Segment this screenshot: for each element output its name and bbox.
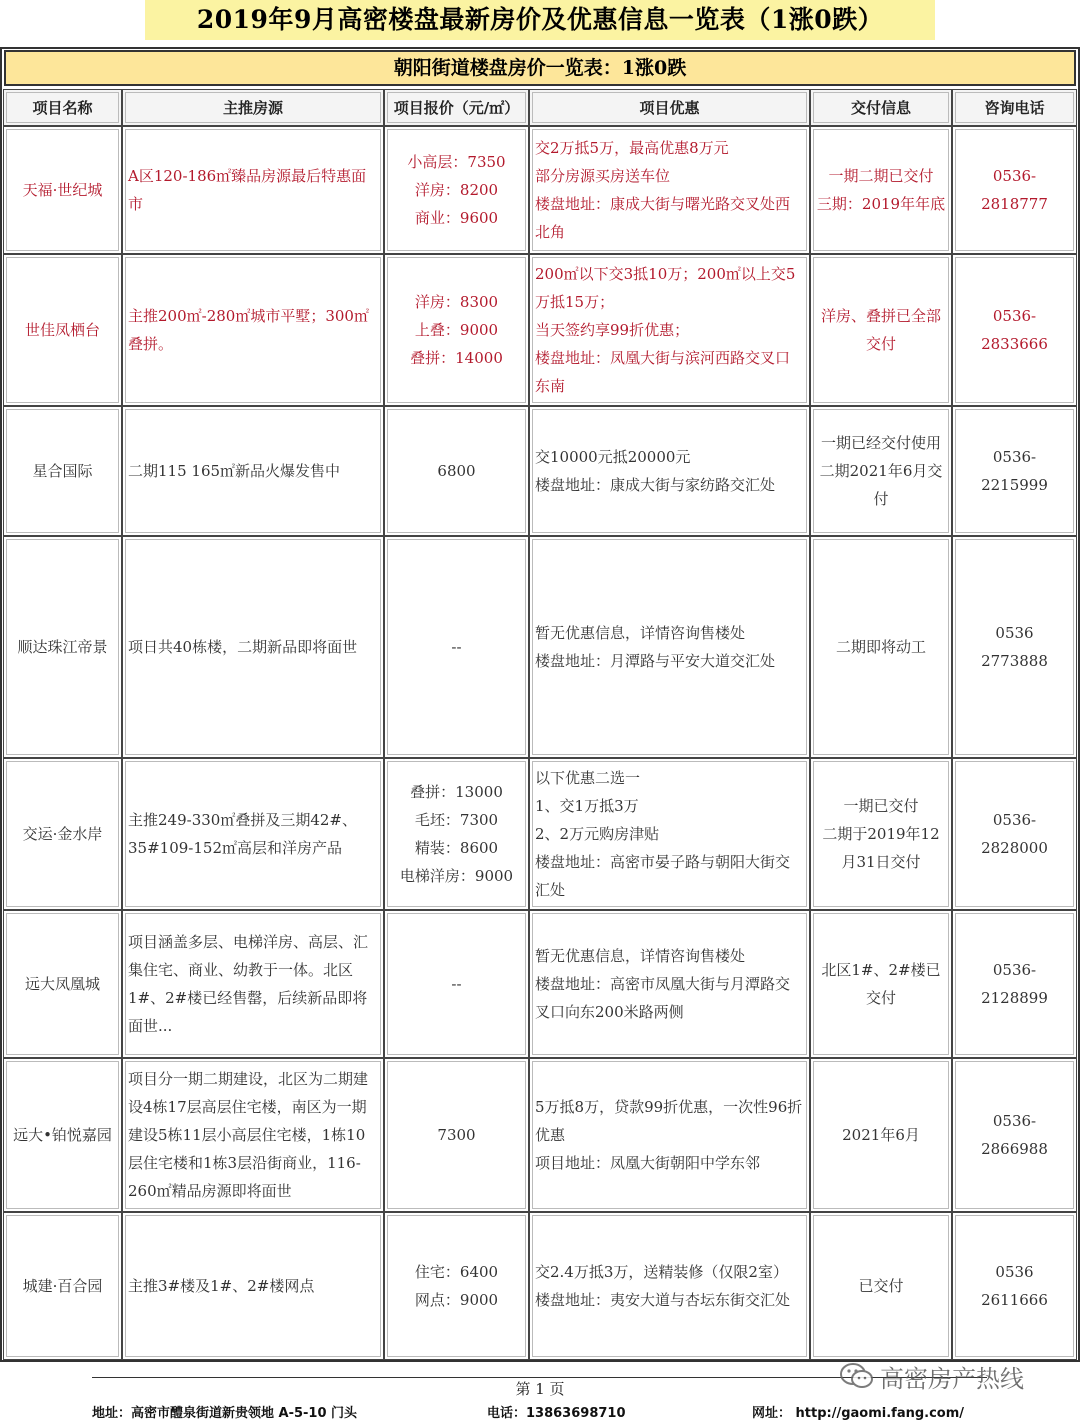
promotion-cell-line: 部分房源买房送车位 bbox=[535, 167, 671, 185]
footer-website[interactable]: 网址： http://gaomi.fang.com/ bbox=[752, 1406, 965, 1421]
delivery-cell bbox=[810, 758, 952, 910]
price-cell-line: 洋房：8300 bbox=[414, 293, 499, 311]
header-promotion: 项目优惠 bbox=[529, 89, 810, 126]
main-source-cell: 主推249-330㎡叠拼及三期42#、35#109-152㎡高层和洋房产品 bbox=[122, 758, 384, 910]
promotion-cell-line: 项目地址：凤凰大街朝阳中学东邻 bbox=[535, 1154, 761, 1172]
main-source-cell: 主推200㎡-280㎡城市平墅；300㎡叠拼。 bbox=[122, 254, 384, 406]
table-row bbox=[3, 758, 1077, 910]
phone-cell-line: 2611666 bbox=[981, 1291, 1048, 1309]
promotion-cell-line: 2、2万元购房津贴 bbox=[535, 825, 660, 843]
delivery-cell bbox=[810, 406, 952, 536]
promotion-cell bbox=[529, 1058, 810, 1212]
promotion-cell-line: 楼盘地址：高密市凤凰大街与月潭路交叉口向东200米路两侧 bbox=[535, 975, 791, 1021]
section-title: 朝阳街道楼盘房价一览表：1涨0跌 bbox=[4, 50, 1076, 86]
promotion-cell bbox=[529, 126, 810, 254]
project-name-cell: 交运·金水岸 bbox=[3, 758, 122, 910]
price-cell bbox=[384, 536, 529, 758]
promotion-cell-line: 以下优惠二选一 bbox=[535, 769, 641, 787]
price-cell-line: 上叠：9000 bbox=[414, 321, 499, 339]
project-name-cell: 星合国际 bbox=[3, 406, 122, 536]
price-cell-line: 网点：9000 bbox=[414, 1291, 499, 1309]
promotion-cell-line: 暂无优惠信息，详情咨询售楼处 bbox=[535, 624, 746, 642]
price-cell bbox=[384, 126, 529, 254]
header-main-source: 主推房源 bbox=[122, 89, 384, 126]
table-row bbox=[3, 1058, 1077, 1212]
promotion-cell-line: 楼盘地址：康成大街与曙光路交叉处西北角 bbox=[535, 195, 791, 241]
promotion-cell bbox=[529, 536, 810, 758]
main-source-cell: 项日共40栋楼，二期新品即将面世 bbox=[122, 536, 384, 758]
delivery-cell-line: 北区1#、2#楼已交付 bbox=[821, 961, 941, 1007]
delivery-cell-line: 2021年6月 bbox=[842, 1126, 920, 1144]
price-table bbox=[3, 89, 1077, 1360]
price-cell-line: -- bbox=[451, 975, 462, 993]
price-cell-line: 住宅：6400 bbox=[414, 1263, 499, 1281]
phone-cell-line: 2818777 bbox=[981, 195, 1048, 213]
promotion-cell bbox=[529, 910, 810, 1058]
phone-cell-line: 2833666 bbox=[981, 335, 1048, 353]
delivery-cell bbox=[810, 126, 952, 254]
promotion-cell-line: 交2万抵5万，最高优惠8万元 bbox=[535, 139, 729, 157]
project-name-cell: 世佳凤栖台 bbox=[3, 254, 122, 406]
delivery-cell-line: 一期已经交付使用 bbox=[820, 434, 941, 452]
table-row bbox=[3, 910, 1077, 1058]
phone-cell bbox=[952, 1212, 1077, 1360]
delivery-cell-line: 二期即将动工 bbox=[835, 638, 926, 656]
promotion-cell bbox=[529, 254, 810, 406]
delivery-cell-line: 洋房、叠拼已全部交付 bbox=[820, 307, 941, 353]
phone-cell-line: 2773888 bbox=[981, 652, 1048, 670]
phone-cell bbox=[952, 1058, 1077, 1212]
project-name-cell: 天福·世纪城 bbox=[3, 126, 122, 254]
price-cell-line: 洋房：8200 bbox=[414, 181, 499, 199]
phone-cell-line: 0536- bbox=[992, 1112, 1037, 1130]
table-header-row bbox=[3, 89, 1077, 126]
table-row bbox=[3, 126, 1077, 254]
delivery-cell bbox=[810, 536, 952, 758]
promotion-cell-line: 楼盘地址：凤凰大街与滨河西路交叉口东南 bbox=[535, 349, 791, 395]
table-row bbox=[3, 254, 1077, 406]
promotion-cell bbox=[529, 1212, 810, 1360]
promotion-cell-line: 交2.4万抵3万，送精装修（仅限2室） bbox=[535, 1263, 788, 1281]
delivery-cell-line: 三期：2019年年底 bbox=[816, 195, 946, 213]
phone-cell-line: 0536- bbox=[992, 961, 1037, 979]
delivery-cell bbox=[810, 910, 952, 1058]
main-source-cell: A区120-186㎡臻品房源最后特惠面市 bbox=[122, 126, 384, 254]
phone-cell-line: 2866988 bbox=[981, 1140, 1048, 1158]
promotion-cell-line: 楼盘地址：高密市晏子路与朝阳大街交汇处 bbox=[535, 853, 791, 899]
promotion-cell-line: 1、交1万抵3万 bbox=[535, 797, 639, 815]
price-cell bbox=[384, 1058, 529, 1212]
price-cell-line: 小高层：7350 bbox=[407, 153, 506, 171]
price-cell bbox=[384, 910, 529, 1058]
phone-cell-line: 0536 bbox=[995, 624, 1034, 642]
header-price: 项目报价（元/㎡） bbox=[384, 89, 529, 126]
price-cell-line: 毛坯：7300 bbox=[414, 811, 499, 829]
delivery-cell bbox=[810, 1058, 952, 1212]
main-source-cell: 二期115 165㎡新品火爆发售中 bbox=[122, 406, 384, 536]
watermark-text: 高密房产热线 bbox=[880, 1364, 1024, 1393]
promotion-cell bbox=[529, 406, 810, 536]
price-cell bbox=[384, 254, 529, 406]
price-cell bbox=[384, 1212, 529, 1360]
phone-cell-line: 2215999 bbox=[981, 476, 1048, 494]
phone-cell bbox=[952, 758, 1077, 910]
phone-cell-line: 0536- bbox=[992, 307, 1037, 325]
promotion-cell-line: 楼盘地址：康成大街与家纺路交汇处 bbox=[535, 476, 776, 494]
phone-cell bbox=[952, 254, 1077, 406]
delivery-cell-line: 已交付 bbox=[858, 1277, 904, 1295]
price-cell-line: 商业：9600 bbox=[414, 209, 499, 227]
price-cell-line: 叠拼：13000 bbox=[410, 783, 503, 801]
phone-cell-line: 2128899 bbox=[981, 989, 1048, 1007]
project-name-cell: 远大凤凰城 bbox=[3, 910, 122, 1058]
header-project-name: 项目名称 bbox=[3, 89, 122, 126]
delivery-cell-line: 一期已交付 bbox=[843, 797, 919, 815]
price-cell bbox=[384, 406, 529, 536]
delivery-cell-line: 一期二期已交付 bbox=[828, 167, 934, 185]
main-source-cell: 主推3#楼及1#、2#楼网点 bbox=[122, 1212, 384, 1360]
promotion-cell-line: 5万抵8万，贷款99折优惠，一次性96折优惠 bbox=[535, 1098, 803, 1144]
header-delivery: 交付信息 bbox=[810, 89, 952, 126]
delivery-cell bbox=[810, 254, 952, 406]
phone-cell bbox=[952, 126, 1077, 254]
delivery-cell bbox=[810, 1212, 952, 1360]
price-cell-line: 7300 bbox=[437, 1126, 476, 1144]
phone-cell-line: 0536 bbox=[995, 1263, 1034, 1281]
phone-cell bbox=[952, 536, 1077, 758]
price-cell-line: 电梯洋房：9000 bbox=[399, 867, 514, 885]
price-cell-line: 精装：8600 bbox=[414, 839, 499, 857]
promotion-cell bbox=[529, 758, 810, 910]
project-name-cell: 顺达珠江帝景 bbox=[3, 536, 122, 758]
phone-cell-line: 0536- bbox=[992, 811, 1037, 829]
table-row bbox=[3, 406, 1077, 536]
promotion-cell-line: 200㎡以下交3抵10万；200㎡以上交5万抵15万； bbox=[535, 265, 796, 311]
delivery-cell-line: 二期2021年6月交付 bbox=[819, 462, 943, 508]
phone-cell bbox=[952, 910, 1077, 1058]
watermark bbox=[840, 1358, 1024, 1394]
footer-phone: 电话：13863698710 bbox=[487, 1406, 626, 1421]
price-cell-line: 叠拼：14000 bbox=[410, 349, 503, 367]
main-source-cell: 项目涵盖多层、电梯洋房、高层、汇集住宅、商业、幼教于一体。北区1#、2#楼已经售罄，后续新品即将面世... bbox=[122, 910, 384, 1058]
footer-address: 地址：高密市醴泉街道新贵领地 A-5-10 门头 bbox=[92, 1406, 358, 1421]
delivery-cell-line: 二期于2019年12月31日交付 bbox=[822, 825, 940, 871]
promotion-cell-line: 当天签约享99折优惠； bbox=[535, 321, 690, 339]
project-name-cell: 远大•铂悦嘉园 bbox=[3, 1058, 122, 1212]
promotion-cell-line: 暂无优惠信息，详情咨询售楼处 bbox=[535, 947, 746, 965]
phone-cell-line: 0536- bbox=[992, 167, 1037, 185]
phone-cell bbox=[952, 406, 1077, 536]
price-cell-line: 6800 bbox=[437, 462, 476, 480]
main-source-cell: 项目分一期二期建设，北区为二期建设4栋17层高层住宅楼，南区为一期建设5栋11层小高层住宅楼，1栋10层住宅楼和1栋3层沿街商业，116-260㎡精品房源即将面世 bbox=[122, 1058, 384, 1212]
price-cell-line: -- bbox=[451, 638, 462, 656]
promotion-cell-line: 交10000元抵20000元 bbox=[535, 448, 691, 466]
page-number: 第 1 页 bbox=[515, 1380, 565, 1398]
header-phone: 咨询电话 bbox=[952, 89, 1077, 126]
table-row bbox=[3, 536, 1077, 758]
promotion-cell-line: 楼盘地址：夷安大道与杏坛东街交汇处 bbox=[535, 1291, 791, 1309]
table-row bbox=[3, 1212, 1077, 1360]
phone-cell-line: 2828000 bbox=[981, 839, 1048, 857]
page-title: 2019年9月高密楼盘最新房价及优惠信息一览表（1涨0跌） bbox=[145, 0, 935, 40]
promotion-cell-line: 楼盘地址：月潭路与平安大道交汇处 bbox=[535, 652, 776, 670]
wechat-icon bbox=[840, 1362, 874, 1390]
price-cell bbox=[384, 758, 529, 910]
project-name-cell: 城建·百合园 bbox=[3, 1212, 122, 1360]
phone-cell-line: 0536- bbox=[992, 448, 1037, 466]
